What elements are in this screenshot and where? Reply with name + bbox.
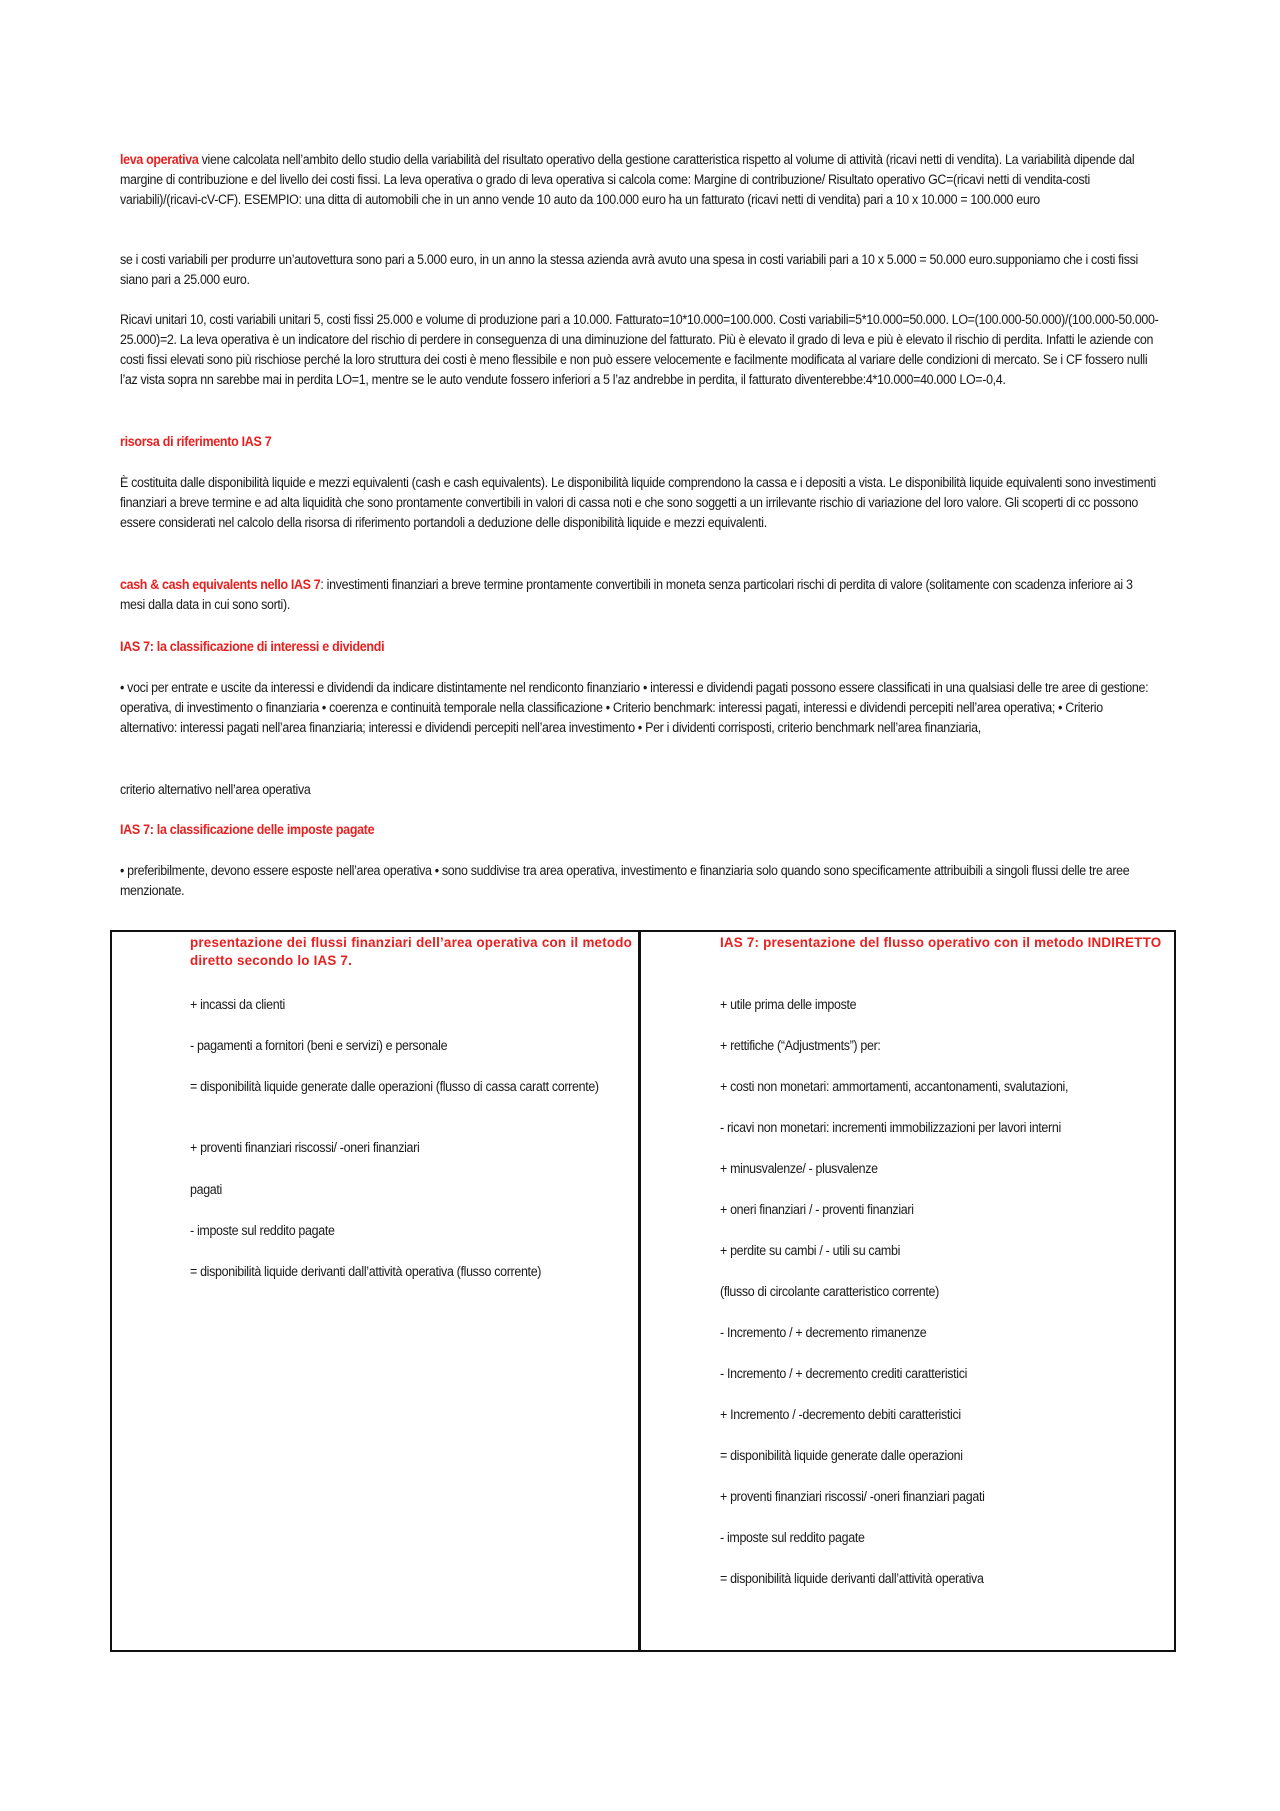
- heading-interessi-dividendi: IAS 7: la classificazione di interessi e dividendi: [120, 639, 385, 654]
- right-item-11: + Incremento / -decremento debiti caratteristici: [720, 1407, 961, 1422]
- right-item-9: - Incremento / + decremento rimanenze: [720, 1325, 927, 1340]
- paragraph-imposte-pagate: • preferibilmente, devono essere esposte nell’area operativa • sono suddivise tra area operativa, investimento e finanziaria solo quando sono specificamente attribuibili a singoli flussi delle tre aree menzionate.: [120, 863, 1130, 898]
- left-item-4: + proventi finanziari riscossi/ -oneri finanziari: [190, 1140, 420, 1155]
- right-item-13: + proventi finanziari riscossi/ -oneri finanziari pagati: [720, 1489, 985, 1504]
- paragraph-leva-operativa: [120, 150, 1160, 210]
- left-item-7: = disponibilità liquide derivanti dall’attività operativa (flusso corrente): [190, 1264, 542, 1279]
- left-item-3: = disponibilità liquide generate dalle operazioni (flusso di cassa caratt corrente): [190, 1079, 599, 1094]
- paragraph-interessi-dividendi: • voci per entrate e uscite da interessi e dividendi da indicare distintamente nel rendiconto finanziario • interessi e dividendi pagati possono essere classificati in una qualsiasi delle tre aree di gestione: operativa, di investimento o finanziaria • coerenza e continuità temporale nella classificazione • Criterio benchmark: interessi pagati, interessi e dividendi percepiti nell’area operativa; • Criterio alternativo: interessi pagati nell’area finanziaria; interessi e dividendi percepiti nell’area investimento • Per i dividenti corrisposti, criterio benchmark nell’area finanziaria,: [120, 680, 1149, 735]
- right-column-title: IAS 7: presentazione del flusso operativo con il metodo INDIRETTO: [720, 935, 1162, 950]
- paragraph-cash-equivalents: [120, 575, 1160, 615]
- right-item-5: + minusvalenze/ - plusvalenze: [720, 1161, 878, 1176]
- heading-risorsa-riferimento: risorsa di riferimento IAS 7: [120, 434, 272, 449]
- left-item-2: - pagamenti a fornitori (beni e servizi) e personale: [190, 1038, 448, 1053]
- right-item-7: + perdite su cambi / - utili su cambi: [720, 1243, 901, 1258]
- term-cash-equivalents: cash & cash equivalents nello IAS 7: [120, 577, 321, 592]
- leva-operativa-text: viene calcolata nell’ambito dello studio della variabilità del risultato operativo della gestione caratteristica rispetto al volume di attività (ricavi netti di vendita). La variabilità dipende dal margine di contribuzione e del livello dei costi fissi. La leva operativa o grado di leva operativa si calcola come: Margine di contribuzione/ Risultato operativo GC=(ricavi netti di vendita-costi variabili)/(ricavi-cV-CF). ESEMPIO: una ditta di automobili che in un anno vende 10 auto da 100.000 euro ha un fatturato (ricavi netti di vendita) pari a 10 x 10.000 = 100.000 euro: [120, 152, 1135, 207]
- left-column-title: presentazione dei flussi finanziari dell’area operativa con il metodo diretto secondo lo IAS 7.: [190, 935, 632, 968]
- left-item-6: - imposte sul reddito pagate: [190, 1223, 335, 1238]
- table-column-divider: [638, 930, 641, 1652]
- paragraph-risorsa-riferimento: È costituita dalle disponibilità liquide e mezzi equivalenti (cash e cash equivalents). Le disponibilità liquide comprendono la cassa e i depositi a vista. Le disponibilità liquide equivalenti sono investimenti finanziari a breve termine e ad alta liquidità che sono prontamente convertibili in valori di cassa noti e che sono soggetti a un irrilevante rischio di variazione del loro valore. Gli scoperti di cc possono essere considerati nel calcolo della risorsa di riferimento portandoli a deduzione delle disponibilità liquide e mezzi equivalenti.: [120, 475, 1156, 530]
- right-item-2: + rettifiche (“Adjustments”) per:: [720, 1038, 881, 1053]
- cash-equivalents-text: : investimenti finanziari a breve termine prontamente convertibili in moneta senza particolari rischi di perdita di valore (solitamente con scadenza inferiore ai 3 mesi dalla data in cui sono sorti).: [120, 577, 1133, 612]
- paragraph-ricavi-unitari: Ricavi unitari 10, costi variabili unitari 5, costi fissi 25.000 e volume di produzione pari a 10.000. Fatturato=10*10.000=100.000. Costi variabili=5*10.000=50.000. LO=(100.000-50.000)/(100.000-50.000-25.000)=2. La leva operativa è un indicatore del rischio di perdere in conseguenza di una diminuzione del fatturato. Più è elevato il grado di leva e più è elevato il rischio di perdita. Infatti le aziende con costi fissi elevati sono più rischiose perché la loro struttura dei costi è meno flessibile e non può essere velocemente e facilmente modificata al variare delle condizioni di mercato. Se i CF fossero nulli l’az vista sopra nn sarebbe mai in perdita LO=1, mentre se le auto vendute fossero inferiori a 5 l’az andrebbe in perdita, il fatturato diventerebbe:4*10.000=40.000 LO=-0,4.: [120, 312, 1159, 387]
- right-item-10: - Incremento / + decremento crediti caratteristici: [720, 1366, 968, 1381]
- heading-imposte-pagate: IAS 7: la classificazione delle imposte pagate: [120, 822, 375, 837]
- left-item-1: + incassi da clienti: [190, 997, 285, 1012]
- right-item-4: - ricavi non monetari: incrementi immobilizzazioni per lavori interni: [720, 1120, 1061, 1135]
- right-item-12: = disponibilità liquide generate dalle operazioni: [720, 1448, 963, 1463]
- right-item-3: + costi non monetari: ammortamenti, accantonamenti, svalutazioni,: [720, 1079, 1069, 1094]
- right-item-15: = disponibilità liquide derivanti dall’attività operativa: [720, 1571, 984, 1586]
- term-leva-operativa: leva operativa: [120, 152, 199, 167]
- right-item-1: + utile prima delle imposte: [720, 997, 857, 1012]
- right-item-8: (flusso di circolante caratteristico corrente): [720, 1284, 939, 1299]
- right-item-6: + oneri finanziari / - proventi finanziari: [720, 1202, 914, 1217]
- left-item-5: pagati: [190, 1182, 222, 1197]
- right-item-14: - imposte sul reddito pagate: [720, 1530, 865, 1545]
- paragraph-criterio-alternativo: criterio alternativo nell’area operativa: [120, 782, 311, 797]
- paragraph-costi-variabili: se i costi variabili per produrre un’autovettura sono pari a 5.000 euro, in un anno la stessa azienda avrà avuto una spesa in costi variabili pari a 10 x 5.000 = 50.000 euro.supponiamo che i costi fissi siano pari a 25.000 euro.: [120, 252, 1139, 287]
